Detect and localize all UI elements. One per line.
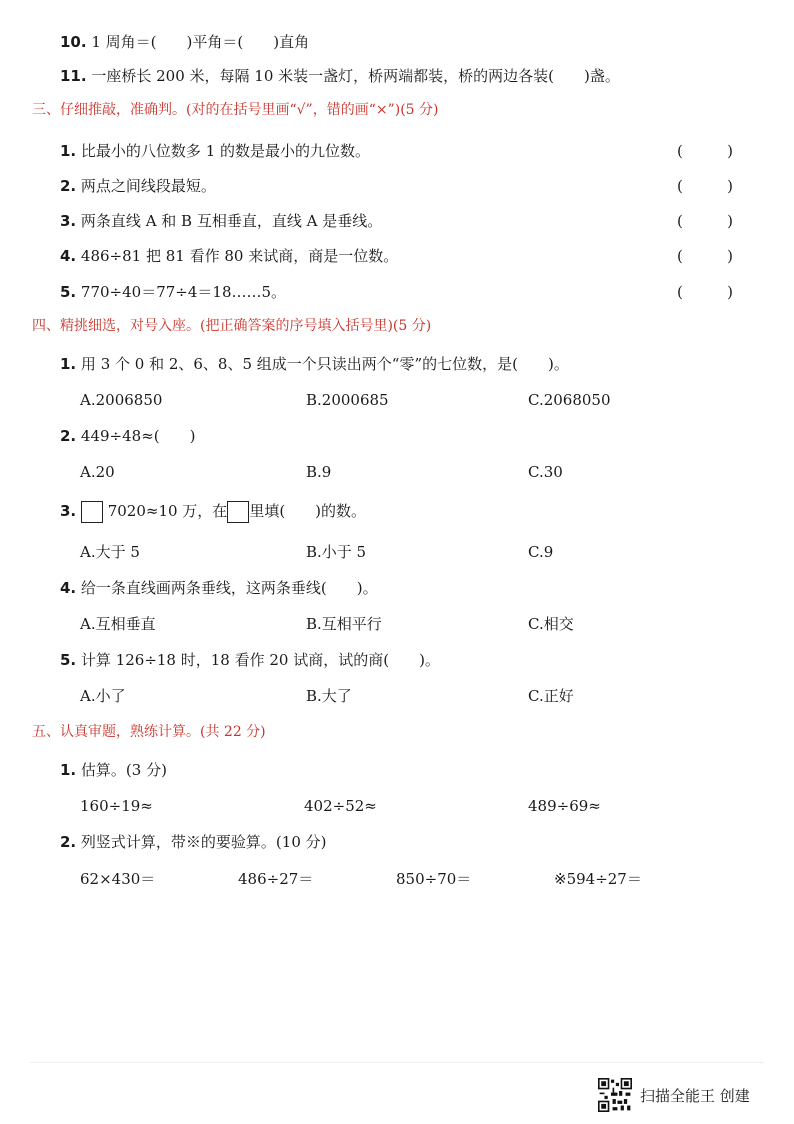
blank-box[interactable] [81, 501, 103, 523]
option-a[interactable]: A.20 [80, 463, 115, 481]
option-a[interactable]: A.小了 [80, 687, 126, 705]
option-b[interactable]: B.9 [306, 463, 332, 481]
blank-box[interactable] [227, 501, 249, 523]
answer-paren-2[interactable]: ( ) [677, 177, 733, 195]
vertical-calc-expression: ※594÷27＝ [554, 870, 642, 888]
judge-item-5: 5. 770÷40＝77÷4＝18……5。 [60, 283, 287, 301]
choice-question-2: 2. 449÷48≈( ) [60, 427, 196, 445]
question-11: 11. 一座桥长 200 米，每隔 10 米装一盏灯，桥两端都装，桥的两边各装( )盏。 [60, 67, 620, 85]
section-4-title: 四、精挑细选，对号入座。(把正确答案的序号填入括号里)(5 分) [32, 318, 432, 334]
section-3-title: 三、仔细推敲，准确判。(对的在括号里画“√”，错的画“×”)(5 分) [32, 102, 439, 118]
vertical-calc-expression: 62×430＝ [80, 870, 156, 888]
vertical-calc-expression: 850÷70＝ [396, 870, 472, 888]
option-a[interactable]: A.互相垂直 [80, 615, 156, 633]
answer-paren-1[interactable]: ( ) [677, 142, 733, 160]
answer-paren-4[interactable]: ( ) [677, 247, 733, 265]
option-a[interactable]: A.大于 5 [80, 543, 140, 561]
scanner-watermark [598, 1078, 750, 1112]
judge-item-3: 3. 两条直线 A 和 B 互相垂直，直线 A 是垂线。 [60, 212, 383, 230]
judge-item-4: 4. 486÷81 把 81 看作 80 来试商，商是一位数。 [60, 247, 399, 265]
option-b[interactable]: B.2000685 [306, 391, 389, 409]
judge-item-1: 1. 比最小的八位数多 1 的数是最小的九位数。 [60, 142, 371, 160]
estimate-expression: 160÷19≈ [80, 797, 153, 815]
choice-question-3: 3. 7020≈10 万，在 里填( )的数。 [60, 501, 366, 523]
option-c[interactable]: C.30 [528, 463, 563, 481]
option-b[interactable]: B.小于 5 [306, 543, 367, 561]
judge-item-2: 2. 两点之间线段最短。 [60, 177, 216, 195]
option-b[interactable]: B.大了 [306, 687, 352, 705]
qr-code-icon [598, 1078, 632, 1112]
estimate-expression: 489÷69≈ [528, 797, 601, 815]
question-10: 10. 1 周角＝( )平角＝( )直角 [60, 33, 310, 51]
option-c[interactable]: C.正好 [528, 687, 574, 705]
section-5-title: 五、认真审题，熟练计算。(共 22 分) [32, 724, 266, 740]
option-b[interactable]: B.互相平行 [306, 615, 382, 633]
watermark-text: 扫描全能王 创建 [640, 1086, 750, 1105]
calc-part-1: 1. 估算。(3 分) [60, 761, 167, 779]
option-c[interactable]: C.相交 [528, 615, 574, 633]
option-a[interactable]: A.2006850 [80, 391, 163, 409]
page-divider [30, 1062, 764, 1063]
option-c[interactable]: C.9 [528, 543, 554, 561]
option-c[interactable]: C.2068050 [528, 391, 611, 409]
vertical-calc-expression: 486÷27＝ [238, 870, 314, 888]
choice-question-1: 1. 用 3 个 0 和 2、6、8、5 组成一个只读出两个“零”的七位数，是( )。 [60, 355, 569, 373]
answer-paren-5[interactable]: ( ) [677, 283, 733, 301]
answer-paren-3[interactable]: ( ) [677, 212, 733, 230]
choice-question-4: 4. 给一条直线画两条垂线，这两条垂线( )。 [60, 579, 378, 597]
choice-question-5: 5. 计算 126÷18 时，18 看作 20 试商，试的商( )。 [60, 651, 440, 669]
estimate-expression: 402÷52≈ [304, 797, 377, 815]
calc-part-2: 2. 列竖式计算，带※的要验算。(10 分) [60, 833, 327, 851]
